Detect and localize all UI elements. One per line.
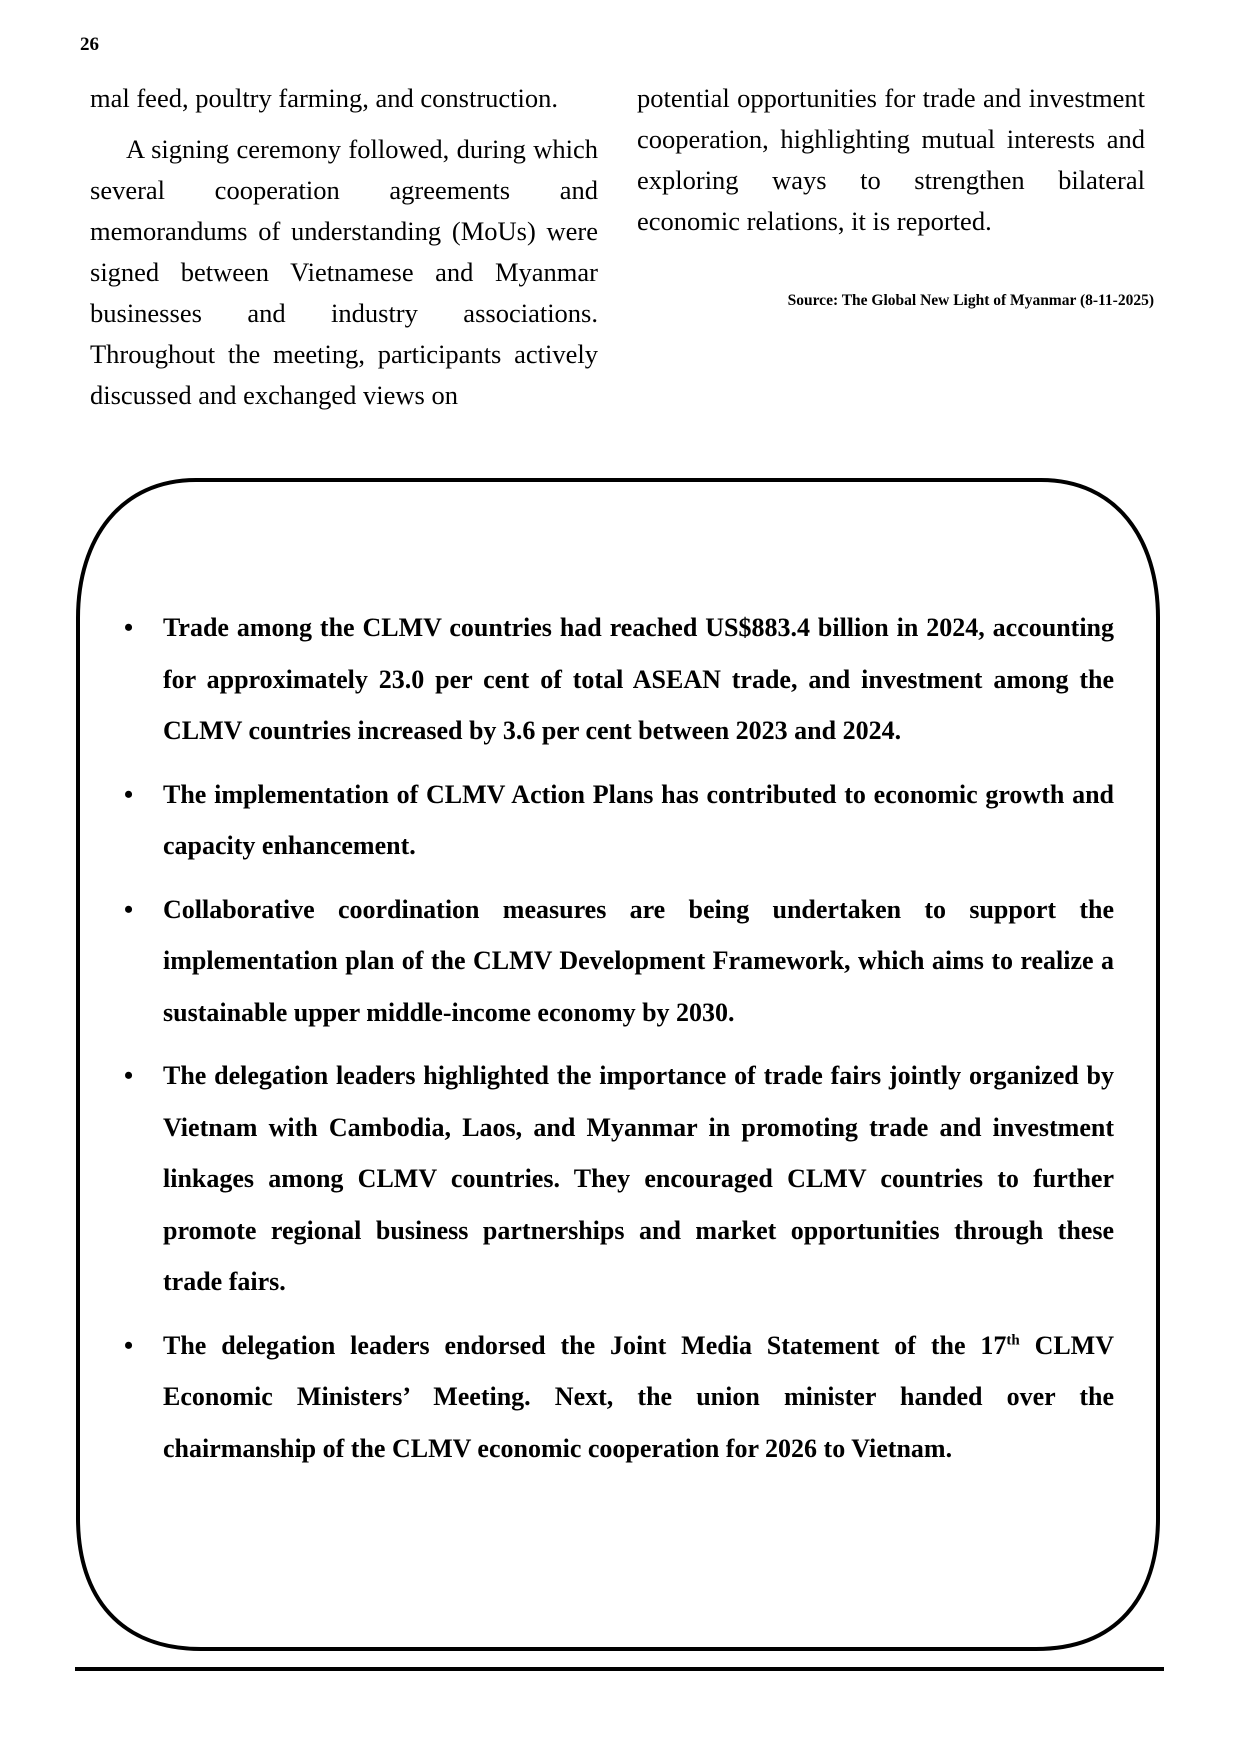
article-right-column [637, 78, 1145, 242]
article-left-column [90, 78, 598, 416]
list-item: • Collaborative coordination measures are being undertaken to support the implementation plan of the CLMV Development Framework, which aims to realize a sustainable upper middle-income economy by 2030. [124, 884, 1114, 1039]
list-item: • The delegation leaders endorsed the Joint Media Statement of the 17th CLMV Economic Ministers’ Meeting. Next, the union minister handed over the chairmanship of the CLMV economic cooperation for 2026 to Vietnam. [124, 1320, 1114, 1475]
bullet-icon: • [124, 779, 134, 809]
paragraph: A signing ceremony followed, during which several cooperation agreements and memorandums of understanding (MoUs) were signed between Vietnamese and Myanmar businesses and industry associations. Throughout the meeting, participants actively discussed and exchanged views on [90, 134, 598, 410]
paragraph: mal feed, poultry farming, and construction. [90, 83, 559, 113]
key-points-list [124, 602, 1114, 1486]
paragraph: potential opportunities for trade and investment cooperation, highlighting mutual interests and exploring ways to strengthen bilateral economic relations, it is reported. [637, 83, 1145, 236]
bullet-icon: • [124, 1061, 134, 1090]
list-item: • The implementation of CLMV Action Plans has contributed to economic growth and capacity enhancement. [124, 769, 1114, 872]
bullet-icon: • [124, 894, 134, 924]
bottom-divider [75, 1667, 1164, 1671]
bullet-icon: • [124, 1330, 134, 1360]
list-item: • The delegation leaders highlighted the importance of trade fairs jointly organized by Vietnam with Cambodia, Laos, and Myanmar in promoting trade and investment linkages among CLMV countries. They encouraged CLMV countries to further promote regional business partnerships and market opportunities through these trade fairs. [124, 1050, 1114, 1308]
bullet-icon: • [124, 613, 134, 642]
source-citation: Source: The Global New Light of Myanmar (8-11-2025) [787, 292, 1154, 309]
list-item: • Trade among the CLMV countries had reached US$883.4 billion in 2024, accounting for approximately 23.0 per cent of total ASEAN trade, and investment among the CLMV countries increased by 3.6 per cent between 2023 and 2024. [124, 602, 1114, 757]
page-number: 26 [80, 34, 99, 55]
